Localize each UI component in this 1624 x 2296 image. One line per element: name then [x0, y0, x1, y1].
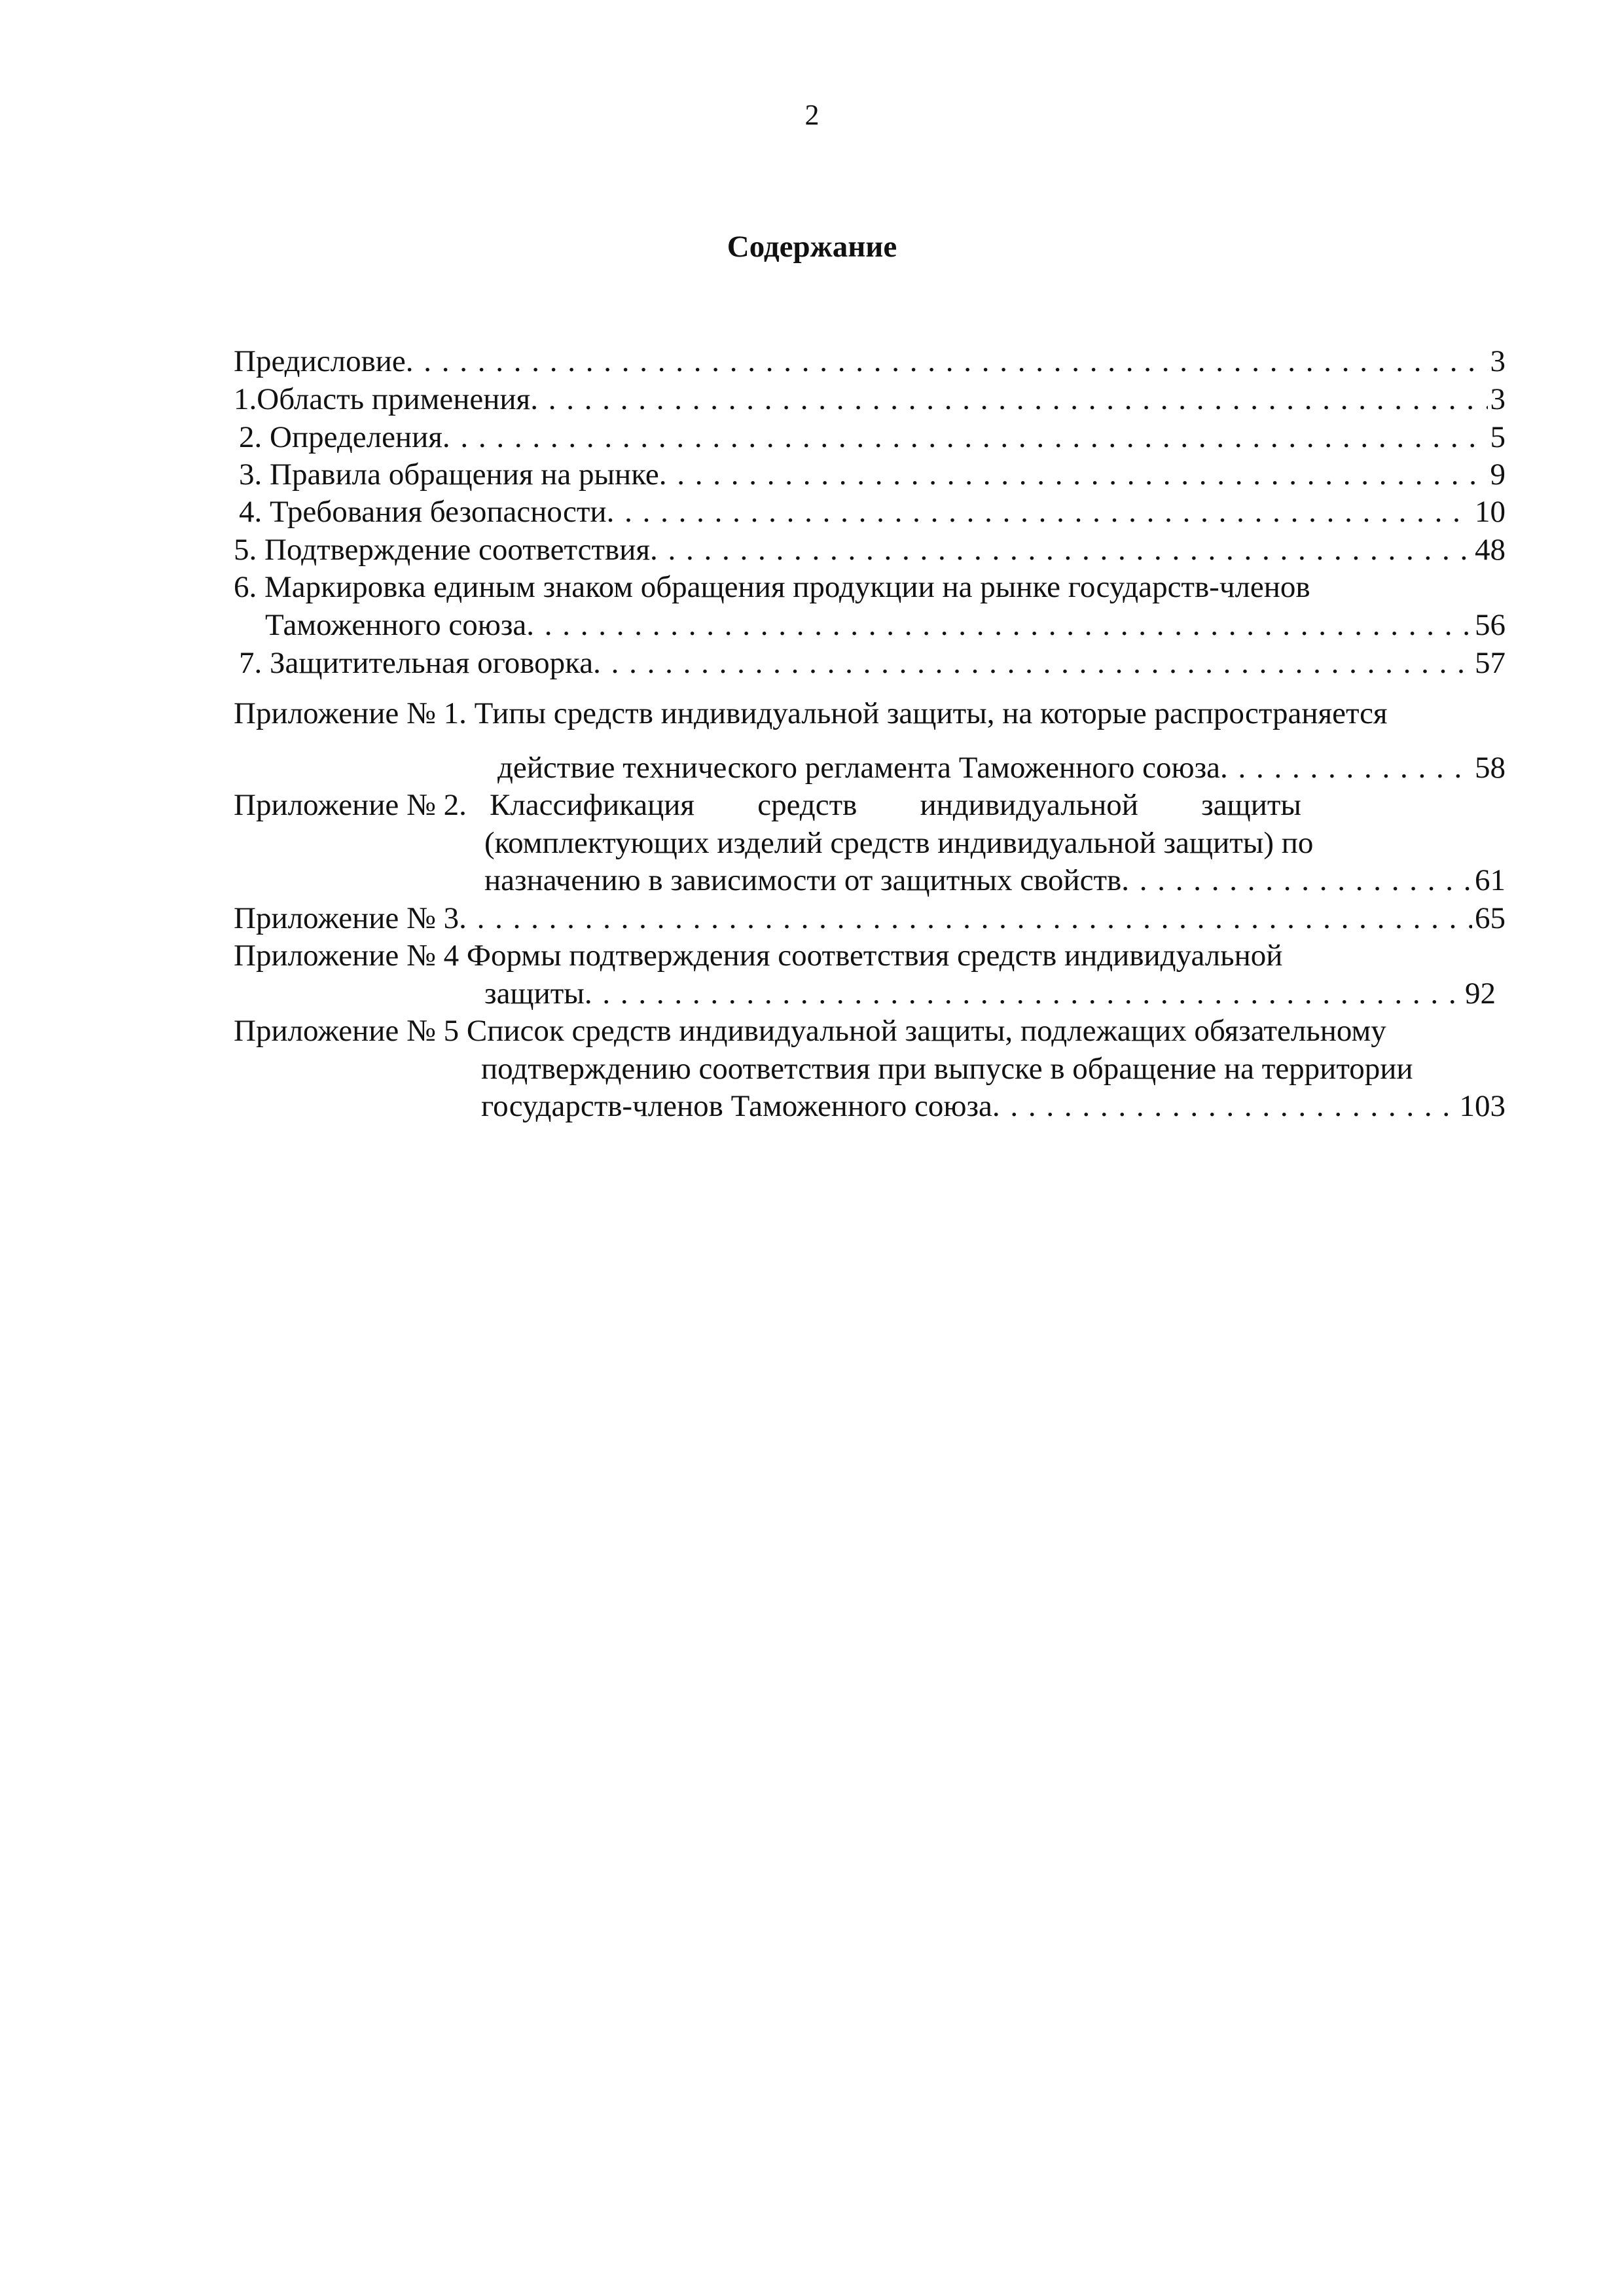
appendix-2-line1-title	[490, 785, 1301, 825]
appendix-3[interactable]	[234, 899, 1506, 938]
dot-leader	[530, 380, 1487, 419]
appendix-2-line2: (комплектующих изделий средств индивидуальной защиты) по	[484, 826, 1314, 860]
appendix-title-word: индивидуальной	[920, 788, 1138, 822]
appendix-page: 58	[1475, 751, 1506, 785]
appendix-label: Приложение № 4	[234, 939, 460, 973]
toc-entry-text: 2. Определения	[239, 420, 442, 454]
appendix-label: Приложение № 2.	[234, 788, 467, 822]
appendix-page: 61	[1475, 863, 1506, 897]
appendix-5-line2: подтверждению соответствия при выпуске в обращение на территории	[481, 1052, 1413, 1086]
appendix-title: Типы средств индивидуальной защиты, на которые распространяется	[474, 696, 1388, 730]
toc-entry-conformity[interactable]	[234, 530, 1506, 569]
page-number: 2	[804, 99, 820, 131]
toc-entry-text: 4. Требования безопасности	[239, 495, 607, 529]
appendix-title: Список средств индивидуальной защиты, подлежащих обязательному	[466, 1014, 1386, 1048]
toc-entry-safety-requirements[interactable]	[239, 492, 1506, 531]
appendix-title-word: средств	[757, 788, 857, 822]
dot-leader	[659, 455, 1488, 494]
toc-entry-marking-line2[interactable]	[265, 605, 1506, 645]
dot-leader	[585, 974, 1462, 1013]
appendix-title: защиты	[484, 977, 585, 1011]
dot-leader	[1220, 748, 1472, 787]
appendix-title: действие технического регламента Таможенного союза	[497, 751, 1220, 785]
appendix-title: назначению в зависимости от защитных свойств	[484, 863, 1122, 897]
dot-leader	[526, 605, 1472, 645]
toc-entry-safeguard-clause[interactable]	[239, 643, 1506, 683]
toc-title: Содержание	[727, 230, 897, 264]
appendix-1-line1[interactable]	[234, 694, 1388, 733]
dot-leader	[607, 492, 1472, 531]
toc-entry-page: 3	[1490, 382, 1506, 416]
appendix-4-line1[interactable]	[234, 936, 1282, 975]
toc-entry-page: 9	[1490, 457, 1506, 492]
appendix-title: государств-членов Таможенного союза	[481, 1089, 992, 1123]
dot-leader	[442, 418, 1488, 457]
dot-leader	[650, 530, 1472, 569]
toc-entry-text: Таможенного союза	[265, 608, 527, 642]
appendix-4-line2[interactable]	[484, 974, 1496, 1013]
toc-entry-definitions[interactable]	[239, 418, 1506, 457]
appendix-5-line3[interactable]	[481, 1086, 1506, 1126]
toc-entry-text: Предисловие	[234, 344, 406, 378]
toc-entry-text: 7. Защитительная оговорка	[239, 646, 594, 680]
appendix-title-word: Классификация	[490, 788, 695, 822]
dot-leader	[1121, 861, 1472, 900]
toc-entry-page: 48	[1475, 533, 1506, 567]
appendix-label: Приложение № 3	[234, 901, 460, 935]
appendix-5-line1[interactable]	[234, 1011, 1386, 1050]
appendix-title-word: защиты	[1201, 788, 1301, 822]
toc-entry-text: 5. Подтверждение соответствия	[234, 533, 651, 567]
toc-entry-marking-line1[interactable]: 6. Маркировка единым знаком обращения продукции на рынке государств-членов	[234, 570, 1310, 604]
appendix-page: 103	[1459, 1089, 1506, 1123]
toc-entry-text: 1.Область применения	[234, 382, 531, 416]
dot-leader	[593, 643, 1472, 683]
appendix-title: Формы подтверждения соответствия средств индивидуальной	[466, 939, 1283, 973]
appendix-label: Приложение № 1.	[234, 696, 467, 730]
appendix-label: Приложение № 5	[234, 1014, 460, 1048]
dot-leader	[406, 342, 1488, 381]
toc-entry-text: 3. Правила обращения на рынке	[239, 457, 659, 492]
toc-entry-page: 57	[1475, 646, 1506, 680]
dot-leader	[992, 1086, 1457, 1126]
toc-entry-foreword[interactable]	[234, 342, 1506, 381]
appendix-page: 92	[1465, 977, 1496, 1011]
appendix-2-line1[interactable]	[234, 785, 467, 825]
appendix-2-line3[interactable]	[484, 861, 1506, 900]
toc-entry-page: 3	[1490, 344, 1506, 378]
toc-entry-market-rules[interactable]	[239, 455, 1506, 494]
toc-entry-page: 56	[1475, 608, 1506, 642]
dot-leader	[459, 899, 1472, 938]
appendix-page: 65	[1475, 901, 1506, 935]
toc-entry-page: 5	[1490, 420, 1506, 454]
toc-entry-scope[interactable]	[234, 380, 1506, 419]
toc-entry-page: 10	[1475, 495, 1506, 529]
appendix-1-line2[interactable]	[497, 748, 1506, 787]
